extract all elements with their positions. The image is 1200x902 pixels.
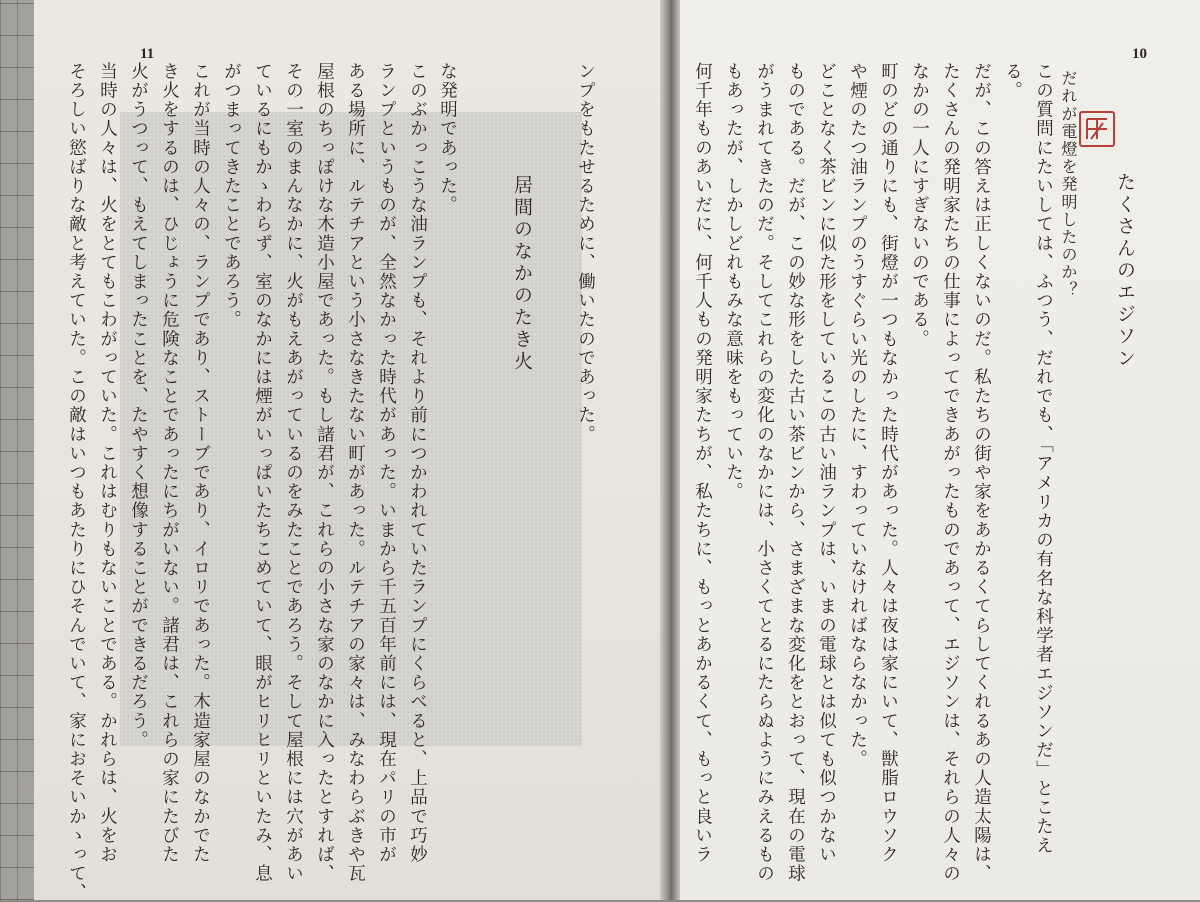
text-column: そろしい慾ばりな敵と考えていた。この敵はいつもあたりにひそんでいて、家におそいかゝって、	[66, 62, 87, 902]
text-column: だが、この答えは正しくないのだ。私たちの街や家をあかるくてらしてくれるあの人造太陽は、	[971, 62, 992, 884]
measuring-ruler	[0, 0, 34, 900]
text-column: ある場所に、ルテチアという小さなきたない町があった。ルテチアの家々は、みなわらぶきや瓦	[345, 62, 366, 884]
chapter-title: たくさんのエジソン	[1114, 172, 1136, 370]
text-column: ているにもかゝわらず、室のなかには煙がいっぱいたちこめていて、眼がヒリヒリといたみ、息	[252, 62, 273, 884]
text-column: 火がうつって、もえてしまったことを、たやすく想像することができるだろう。	[128, 62, 149, 750]
text-column: このぶかっこうな油ランプも、それより前につかわれていたランプにくらべると、上品で巧妙	[407, 62, 428, 865]
red-seal-stamp-icon	[1079, 111, 1115, 147]
text-column: もあったが、しかしどれもみな意味をもっていた。	[723, 62, 744, 502]
book-gutter	[660, 0, 680, 900]
text-column: き火をするのは、ひじょうに危険なことであったにちがいない。諸君は、これらの家にたびた	[159, 62, 180, 865]
text-column: たくさんの発明家たちの仕事によってできあがったものであって、エジソンは、それらの人々の	[940, 62, 961, 884]
section-heading: 居間のなかのたき火	[511, 175, 533, 373]
text-column: その一室のまんなかに、火がもえあがっているのをみたことであろう。そして屋根には穴があい	[283, 62, 304, 884]
text-column: る。	[1002, 62, 1023, 101]
text-column: 何千年ものあいだに、何千人もの発明家たちが、私たちに、もっとあかるくて、もっと良いラ	[692, 62, 713, 865]
text-column: がうまれてきたのだ。そしてこれらの変化のなかには、小さくてとるにたらぬようにみえるもの	[754, 62, 775, 884]
text-column: これが当時の人々の、ランプであり、ストーブであり、イロリであった。木造家屋のなかでた	[190, 62, 211, 865]
text-column: この質問にたいしては、ふつう、だれでも、「アメリカの有名な科学者エジソンだ」とこたえ	[1033, 62, 1054, 856]
text-column: な発明であった。	[437, 62, 458, 215]
text-column: や煙のたつ油ランプのうすぐらい光のしたに、すわっていなければならなかった。	[847, 62, 868, 769]
text-column: 屋根のちっぽけな木造小屋であった。もし諸君が、これらの小さな家のなかに入ったとすれば、	[314, 62, 335, 884]
text-column: ランプというものが、全然なかった時代があった。いまから千五百年前には、現在パリの市が	[376, 62, 397, 865]
page-number-left: 11	[140, 46, 155, 62]
section-heading: だれが電燈を発明したのか？	[1059, 70, 1078, 299]
page-number-right: 10	[1132, 46, 1147, 62]
text-column: どことなく茶ビンに似た形をしているこの古い油ランプは、いまの電球とは似ても似つかない	[816, 62, 837, 865]
text-column: 当時の人々は、火をとてもこわがっていた。これはむりもないことである。かれらは、火をお	[97, 62, 118, 865]
text-column: 町のどの通りにも、街燈が一つもなかった時代があった。人々は夜は家にいて、獣脂ロウソク	[878, 62, 899, 865]
text-column: ものである。だが、この妙な形をした古い茶ビンから、さまざまな変化をとおって、現在の電球	[785, 62, 806, 884]
text-column: ンプをもたせるために、働いたのであった。	[575, 62, 596, 444]
text-column: なかの一人にすぎないのである。	[909, 62, 930, 349]
text-column: がつまってきたことであろう。	[221, 62, 242, 330]
